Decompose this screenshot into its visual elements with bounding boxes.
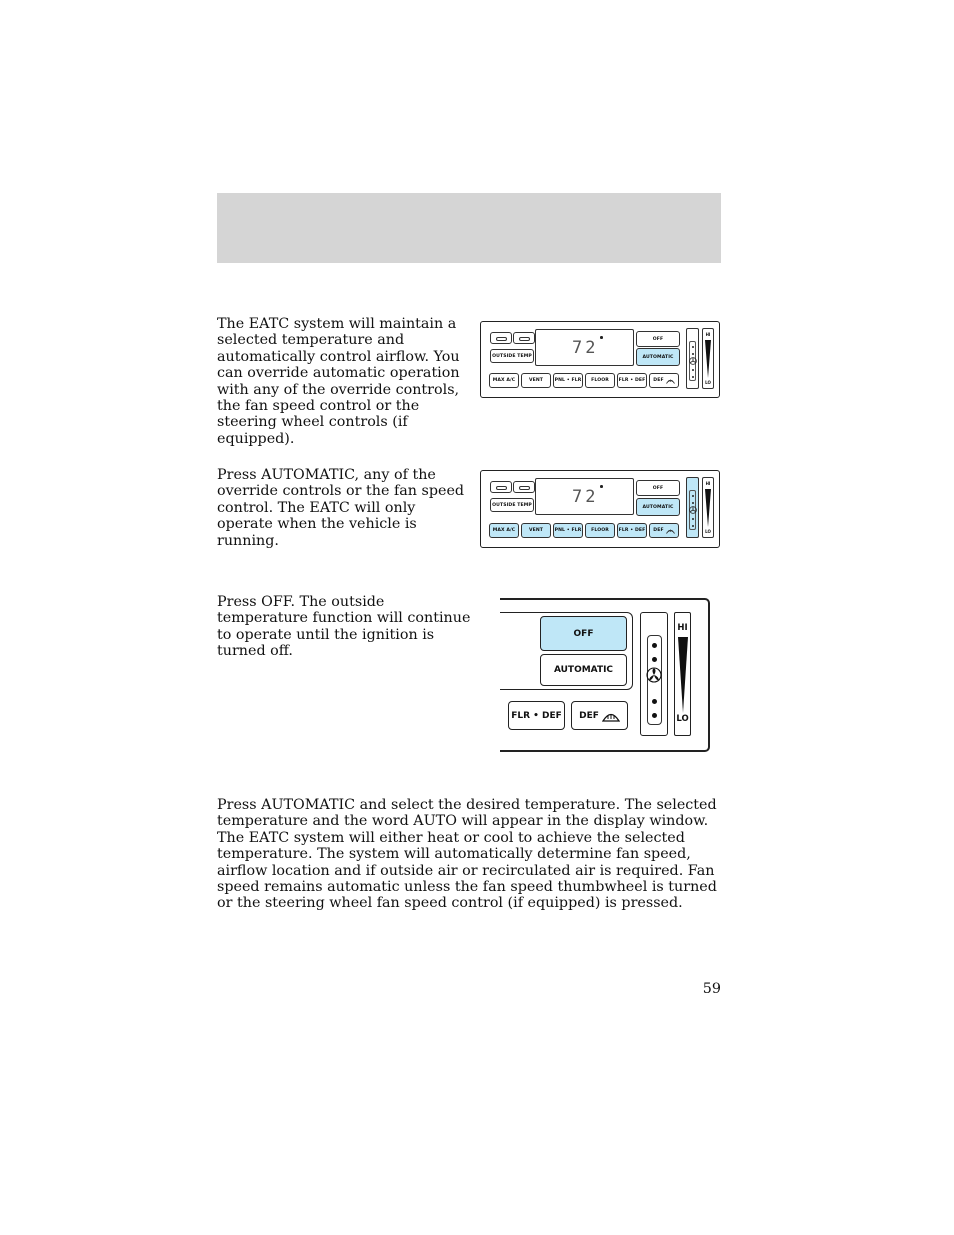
fan-icon <box>689 357 697 365</box>
fan-level-wedge <box>705 489 711 527</box>
degree-icon <box>600 485 603 488</box>
fan-speed-thumbwheel <box>686 328 699 389</box>
floor-defrost-button: FLR • DEF <box>617 373 647 388</box>
paragraph-turn-off: Press OFF. The outside temperature function will continue to operate until the ignition is turned off. <box>217 594 471 660</box>
defrost-button <box>571 701 628 730</box>
automatic-button: AUTOMATIC <box>636 348 680 366</box>
paragraph-eatc-overview: The EATC system will maintain a selected temperature and automatically control airflow. You can override automatic operation with any of the override controls, the fan speed control or the steering wheel controls (if equipped). <box>217 316 460 447</box>
paragraph-automatic-operation: Press AUTOMATIC and select the desired temperature. The selected temperature and the word AUTO will appear in the display window. The EATC system will either heat or cool to achieve the selected temperature. The system will automatically determine fan speed, airflow location and if outside air or recirculated air is required. Fan speed remains automatic unless the fan speed thumbwheel is turned or the steering wheel fan speed control (if equipped) is pressed. <box>217 797 717 912</box>
defrost-label: DEF <box>653 528 664 533</box>
dot-icon <box>652 657 657 662</box>
hi-label: HI <box>705 332 711 337</box>
vent-button: VENT <box>521 523 551 538</box>
fan-level-indicator <box>702 328 714 389</box>
display-temperature: 72 <box>572 487 599 507</box>
dot-icon <box>652 643 657 648</box>
lo-label: LO <box>705 529 711 534</box>
hi-label: HI <box>677 623 688 633</box>
recirc-button-right <box>513 481 535 493</box>
floor-button: FLOOR <box>585 373 615 388</box>
dot-icon <box>692 353 694 355</box>
defrost-label: DEF <box>653 378 664 383</box>
fan-speed-thumbwheel <box>640 612 668 736</box>
temperature-display <box>535 329 634 366</box>
recirc-button-left <box>490 332 512 344</box>
hi-label: HI <box>705 481 711 486</box>
fan-level-indicator <box>702 477 714 538</box>
max-ac-button: MAX A/C <box>489 523 519 538</box>
panel-floor-button: PNL • FLR <box>553 373 583 388</box>
defrost-label: DEF <box>579 710 599 721</box>
vent-button: VENT <box>521 373 551 388</box>
lo-label: LO <box>676 714 689 724</box>
page-number: 59 <box>702 981 721 997</box>
outside-temp-button: OUTSIDE TEMP <box>490 349 534 363</box>
fan-icon <box>646 667 662 683</box>
floor-defrost-button: FLR • DEF <box>617 523 647 538</box>
fan-speed-thumbwheel <box>686 477 699 538</box>
defrost-icon <box>666 528 675 534</box>
automatic-button: AUTOMATIC <box>540 654 627 686</box>
fan-icon <box>689 506 697 514</box>
automatic-button: AUTOMATIC <box>636 498 680 516</box>
dot-icon <box>692 518 694 520</box>
floor-defrost-button: FLR • DEF <box>508 701 565 730</box>
defrost-button <box>649 523 679 538</box>
paragraph-turn-on: Press AUTOMATIC, any of the override controls or the fan speed control. The EATC will only operate when the vehicle is running. <box>217 467 465 549</box>
panel-floor-button: PNL • FLR <box>553 523 583 538</box>
dot-icon <box>692 346 694 348</box>
recirc-button-right <box>513 332 535 344</box>
defrost-icon <box>602 710 620 722</box>
dot-icon <box>692 525 694 527</box>
dot-icon <box>652 699 657 704</box>
climate-panel-overrides <box>480 470 720 548</box>
off-button: OFF <box>540 616 627 651</box>
lo-label: LO <box>705 380 711 385</box>
floor-button: FLOOR <box>585 523 615 538</box>
dot-icon <box>692 376 694 378</box>
display-temperature: 72 <box>572 338 599 358</box>
fan-level-indicator <box>674 612 691 736</box>
degree-icon <box>600 336 603 339</box>
fan-level-wedge <box>678 637 688 713</box>
fan-level-wedge <box>705 340 711 378</box>
dot-icon <box>692 369 694 371</box>
temperature-display <box>535 478 634 515</box>
off-button: OFF <box>636 480 680 496</box>
defrost-button <box>649 373 679 388</box>
climate-panel-automatic <box>480 321 720 398</box>
dot-icon <box>692 502 694 504</box>
outside-temp-button: OUTSIDE TEMP <box>490 498 534 512</box>
recirc-button-left <box>490 481 512 493</box>
defrost-icon <box>666 378 675 384</box>
dot-icon <box>652 713 657 718</box>
max-ac-button: MAX A/C <box>489 373 519 388</box>
off-button: OFF <box>636 331 680 347</box>
dot-icon <box>692 495 694 497</box>
climate-panel-off-closeup <box>500 598 710 750</box>
section-header-band <box>217 193 721 263</box>
